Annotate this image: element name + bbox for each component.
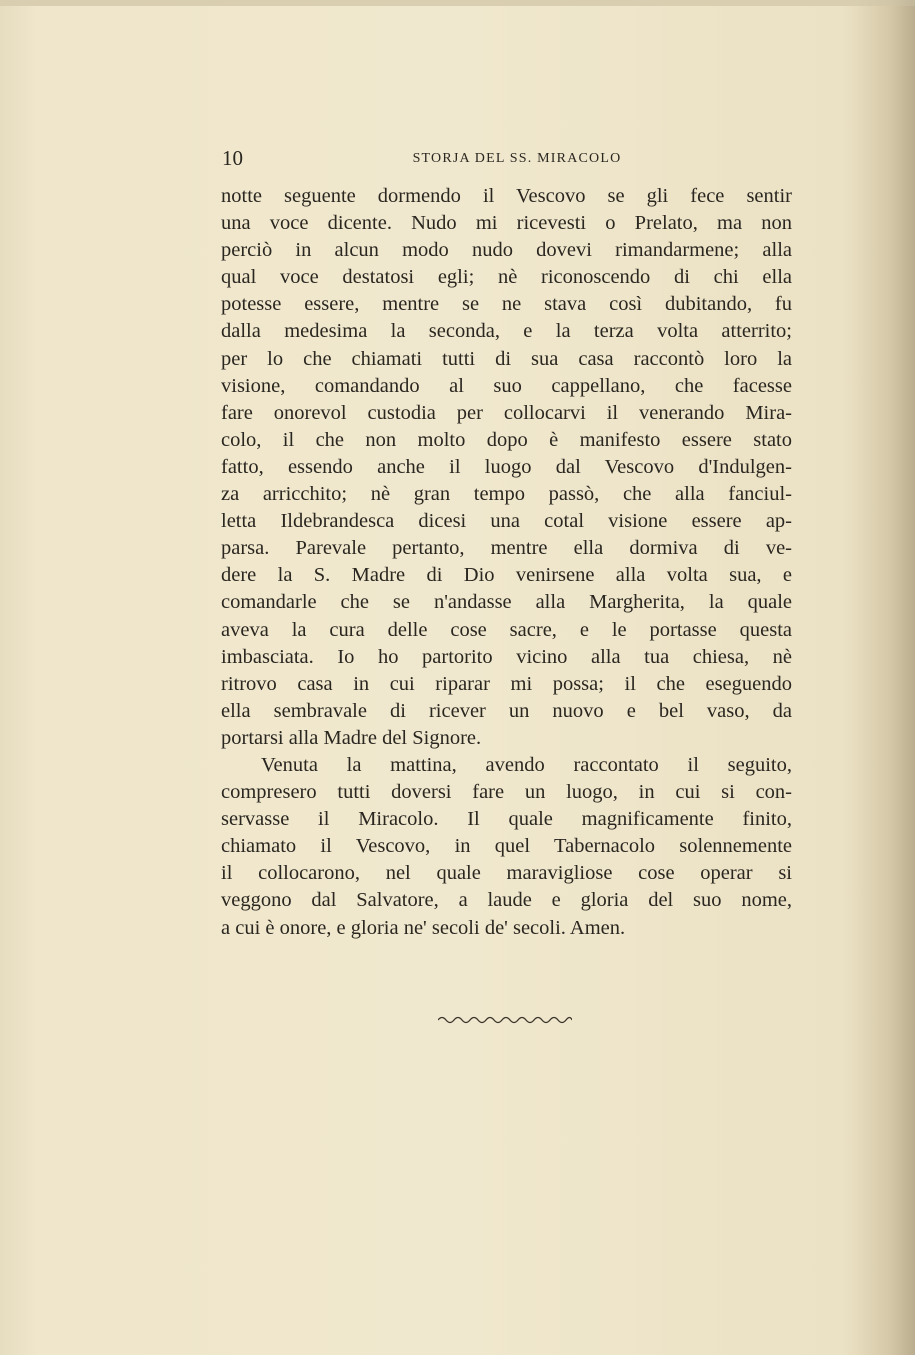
text-line: [221, 210, 792, 237]
text-line-content: dalla medesima la seconda, e la terza volta atterrito;: [221, 320, 792, 343]
text-line: [221, 508, 792, 535]
text-line: [221, 617, 792, 644]
text-line-content: per lo che chiamati tutti di sua casa raccontò loro la: [221, 347, 792, 370]
text-line: [221, 237, 792, 264]
text-line-content: portarsi alla Madre del Signore.: [221, 726, 482, 749]
text-line: [221, 725, 792, 752]
text-line-content: visione, comandando al suo cappellano, che facesse: [221, 374, 792, 397]
page-right-edge-shadow: [855, 0, 915, 1355]
text-line: [221, 481, 792, 508]
body-text: [221, 183, 792, 942]
text-line-content: qual voce destatosi egli; nè riconoscendo di chi ella: [221, 266, 792, 289]
text-line: [221, 535, 792, 562]
text-line: [221, 698, 792, 725]
running-title: STORJA DEL SS. MIRACOLO: [412, 151, 622, 166]
text-line: [221, 400, 792, 427]
text-line: [221, 644, 792, 671]
text-line: [221, 860, 792, 887]
text-line-content: colo, il che non molto dopo è manifesto essere stato: [221, 428, 792, 451]
text-line: [221, 887, 792, 914]
text-line-content: veggono dal Salvatore, a laude e gloria del suo nome,: [221, 889, 792, 912]
text-line: [221, 562, 792, 589]
text-line-content: chiamato il Vescovo, in quel Tabernacolo solennemente: [221, 835, 792, 858]
page-top-edge: [0, 0, 915, 6]
text-line: [221, 264, 792, 291]
text-line-content: za arricchito; nè gran tempo passò, che alla fanciul-: [221, 483, 792, 506]
text-line-content: parsa. Parevale pertanto, mentre ella dormiva di ve-: [221, 537, 792, 560]
text-line-content: letta Ildebrandesca dicesi una cotal visione essere ap-: [221, 510, 792, 533]
text-line-content: perciò in alcun modo nudo dovevi rimandarmene; alla: [221, 239, 792, 262]
text-line: [221, 454, 792, 481]
text-line: [221, 183, 792, 210]
text-line: [221, 806, 792, 833]
text-line-content: notte seguente dormendo il Vescovo se gli fece sentir: [221, 185, 792, 207]
text-line-content: aveva la cura delle cose sacre, e le portasse questa: [221, 618, 792, 641]
text-line: [221, 427, 792, 454]
text-line-content: Venuta la mattina, avendo raccontato il seguito,: [261, 753, 792, 776]
text-line-content: comandarle che se n'andasse alla Margherita, la quale: [221, 591, 792, 614]
text-line-content: ella sembravale di ricever un nuovo e bel vaso, da: [221, 699, 792, 722]
text-line: [221, 671, 792, 698]
text-line-content: fatto, essendo anche il luogo dal Vescovo d'Indulgen-: [221, 455, 792, 478]
text-line-content: compresero tutti doversi fare un luogo, in cui si con-: [221, 781, 792, 804]
text-line-content: fare onorevol custodia per collocarvi il venerando Mira-: [221, 401, 792, 424]
text-line: [221, 752, 792, 779]
text-line-content: potesse essere, mentre se ne stava così dubitando, fu: [221, 293, 792, 316]
text-line-content: a cui è onore, e gloria ne' secoli de' secoli. Amen.: [221, 916, 626, 939]
text-line: [221, 291, 792, 318]
text-line-content: una voce dicente. Nudo mi ricevesti o Prelato, ma non: [221, 212, 792, 235]
text-line: [221, 833, 792, 860]
page-number: 10: [222, 146, 243, 170]
text-line-content: imbasciata. Io ho partorito vicino alla tua chiesa, nè: [221, 645, 792, 668]
text-line: [221, 318, 792, 345]
wavy-divider-ornament: [438, 1014, 572, 1026]
text-line-content: ritrovo casa in cui riparar mi possa; il che eseguendo: [221, 672, 792, 695]
text-line-content: servasse il Miracolo. Il quale magnificamente finito,: [221, 808, 792, 831]
page-header: [222, 146, 792, 172]
text-line: [221, 589, 792, 616]
text-line: [221, 373, 792, 400]
text-line-content: il collocarono, nel quale maravigliose cose operar si: [221, 862, 792, 885]
text-line: [221, 346, 792, 373]
text-line: [221, 779, 792, 806]
text-line: [221, 915, 792, 942]
text-line-content: dere la S. Madre di Dio venirsene alla volta sua, e: [221, 564, 792, 587]
